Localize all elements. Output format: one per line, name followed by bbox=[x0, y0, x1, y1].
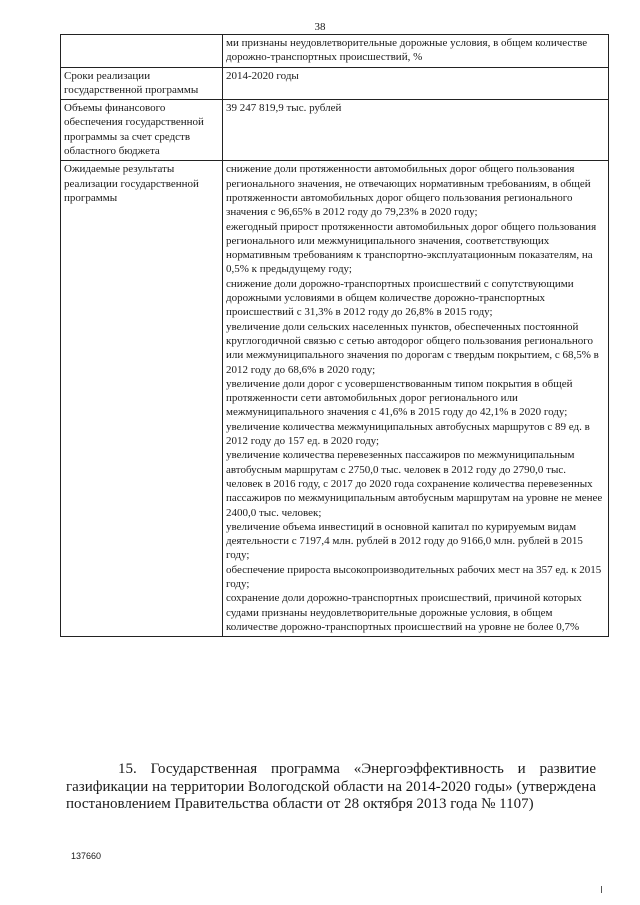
expected-result-item: сохранение доли дорожно-транспортных происшествий, причиной которых судами признаны неудовлетворительные дорожные условия, в общем количестве дорожно-транспортных происшествий на уровне не более 0,7% bbox=[226, 592, 582, 633]
row-label: Объемы финансового обеспечения государственной программы за счет средств областного бюджета bbox=[61, 100, 223, 161]
expected-result-item: увеличение количества перевезенных пассажиров по межмуниципальным автобусным маршрутам с 2750,0 тыс. человек в 2012 году до 2790,0 тыс. человек в 2016 году, с 2017 до 2020 года сохранение количества перевезенных пассажиров по межмуниципальным автобусным маршрутам на уровне не менее 2400,0 тыс. человек; bbox=[226, 449, 603, 519]
expected-result-item: снижение доли дорожно-транспортных происшествий с сопутствующими дорожными условиями в общем количестве дорожно-транспортных происшествий с 31,3% в 2012 году до 26,8% в 2015 году; bbox=[226, 277, 574, 319]
row-value: ми признаны неудовлетворительные дорожные условия, в общем количестве дорожно-транспортных происшествий, % bbox=[223, 35, 609, 68]
table-row bbox=[61, 67, 609, 100]
row-label: Сроки реализации государственной программы bbox=[61, 67, 223, 100]
page-number: 38 bbox=[314, 21, 326, 33]
scan-mark bbox=[601, 886, 602, 893]
row-value: 39 247 819,9 тыс. рублей bbox=[223, 100, 609, 161]
table-row bbox=[61, 100, 609, 161]
expected-result-item: обеспечение прироста высокопроизводительных рабочих мест на 357 ед. к 2015 году; bbox=[226, 563, 602, 590]
row-label: Ожидаемые результаты реализации государственной программы bbox=[61, 161, 223, 637]
section-heading-block bbox=[66, 761, 596, 814]
expected-result-item: увеличение доли сельских населенных пунктов, обеспеченных постоянной круглогодичной связью с сетью автодорог общего пользования регионального или межмуниципального значения по дорогам с твердым покрытием, с 68,5% в 2012 году до 68,6% в 2020 году; bbox=[226, 320, 599, 376]
expected-result-item: ежегодный прирост протяженности автомобильных дорог общего пользования регионального или межмуниципального значения, соответствующих нормативным требованиям к транспортно-эксплуатационным показателям, на 0,5% к предыдущему году; bbox=[226, 220, 597, 276]
section-heading: 15. Государственная программа «Энергоэффективность и развитие газификации на территории Вологодской области на 2014-2020 годы» (утверждена постановлением Правительства области от 28 октября 2013 года № 1107) bbox=[66, 761, 596, 812]
expected-result-item: увеличение количества межмуниципальных автобусных маршрутов с 89 ед. в 2012 году до 157 ед. в 2020 году; bbox=[226, 420, 590, 448]
document-code: 137660 bbox=[71, 851, 102, 861]
program-passport-table bbox=[60, 34, 609, 637]
row-value: 2014-2020 годы bbox=[223, 67, 609, 100]
table-row bbox=[61, 35, 609, 68]
expected-result-item: снижение доли протяженности автомобильных дорог общего пользования регионального значения, не отвечающих нормативным требованиям, в общей протяженности автомобильных дорог общего пользования регионального значения с 96,65% в 2012 году до 79,23% в 2020 году; bbox=[226, 163, 591, 219]
expected-results-list bbox=[223, 161, 609, 637]
table-row bbox=[61, 161, 609, 637]
expected-result-item: увеличение объема инвестиций в основной капитал по курируемым видам деятельности с 7197,4 млн. рублей в 2012 году до 9166,0 млн. рублей в 2015 году; bbox=[226, 520, 583, 562]
expected-result-item: увеличение доли дорог с усовершенствованным типом покрытия в общей протяженности сети автомобильных дорог регионального или межмуниципального значения с 41,6% в 2015 году до 42,1% в 2020 году; bbox=[226, 377, 573, 419]
row-label bbox=[61, 35, 223, 68]
